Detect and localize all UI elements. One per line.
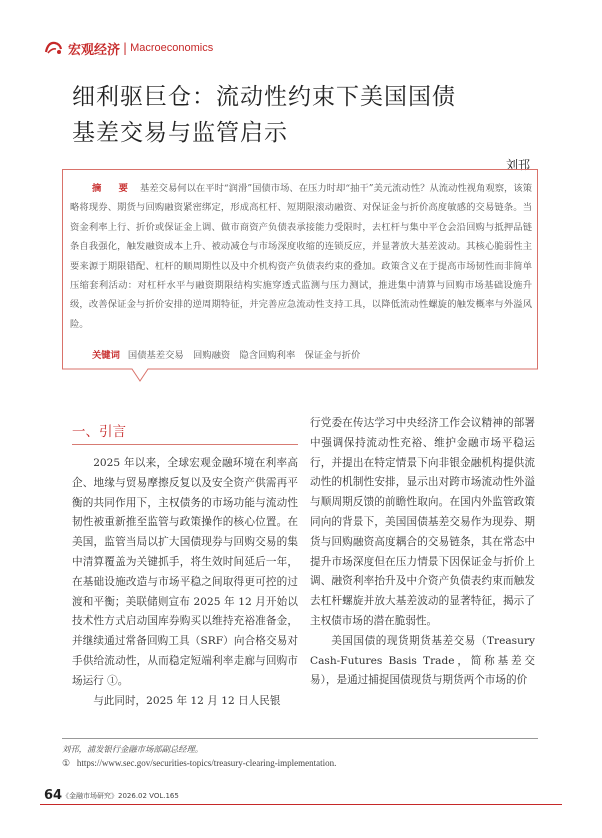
keywords-list: 国债基差交易 回购融资 隐含回购利率 保证金与折价 [127,350,361,361]
section-name-en: Macroeconomics [130,42,214,54]
section-heading: 一、引言 [72,424,126,440]
journal-info: 《金融市场研究》2026.02 VOL.165 [62,792,179,800]
section-header [44,38,213,58]
abstract-label: 摘 要 [92,183,132,194]
article-title [72,79,532,151]
title-line-2: 基差交易与监管启示 [72,120,288,146]
abstract-box [62,169,538,369]
abstract-text [70,179,532,334]
heading-rule [72,444,298,445]
footer-rule [40,804,562,805]
reference-footnote [62,757,538,770]
footnote-rule [62,738,538,739]
paragraph-2: 与此同时，2025 年 12 月 12 日人民银 [93,694,281,707]
keywords-label: 关键词 [92,350,120,361]
left-column [72,420,298,711]
title-line-1: 细利驱巨仓：流动性约束下美国国债 [72,84,456,110]
author-footnote: 刘邗，浦发银行金融市场部副总经理。 [62,744,204,754]
section-separator: | [123,41,128,55]
page-number: 64 [44,788,63,803]
paragraph-1: 2025 年以来，全球宏观金融环境在利率高企、地缘与贸易摩擦反复以及安全资产供需再平衡的共同作用下，主权债务的市场功能与流动性韧性被重新推至监管与政策操作的核心位置。在美国，监管当局以扩大国债现券与回购交易的集中清算覆盖为关键抓手，将生效时间延后一年，在基础设施改造与市场平稳之间取得更可控的过渡和平衡；美联储则宣布 2025 年 12 月开始以技术性方式启动国库券购买以维持充裕准备金，并继续通过常备回购工具（SRF）向合格交易对手供给流动性，从而稳定短端利率走廊与回购市场运行 ①。 [72,457,298,687]
section-name-cn: 宏观经济 [68,42,121,58]
abstract-body: 基差交易何以在平时“润滑”国债市场、在压力时却“抽干”美元流动性？从流动性视角观察，该策略将现券、期货与回购融资紧密绑定，形成高杠杆、短期限滚动融资、对保证金与折价高度敏感的交易链条。当资金利率上行、折价或保证金上调、做市商资产负债表承接能力受限时，去杠杆与集中平仓会沿回购与抵押品链条自我强化，触发融资成本上升、被动减仓与市场深度收缩的连锁反应，并显著放大基差波动。其核心脆弱性主要来源于期限错配、杠杆的顺周期性以及中介机构资产负债表约束的叠加。政策含义在于提高市场韧性而非简单压缩套利活动：对杠杆水平与融资期限结构实施穿透式监测与压力测试，推进集中清算与回购市场基础设施升级，改善保证金与折价安排的逆周期特征，并完善应急流动性支持工具，以降低流动性螺旋的触发概率与外溢风险。 [70,183,532,330]
reference-marker: ① [62,758,71,768]
keywords-row [92,347,360,361]
paragraph-3: 行党委在传达学习中央经济工作会议精神的部署中强调保持流动性充裕、维护金融市场平稳运行，并提出在特定情景下向非银金融机构提供流动性的机制性安排，显示出对跨市场流动性外溢与顺周期反馈的前瞻性取向。在国内外监管政策同向的背景下，美国国债基差交易作为现券、期货与回购融资高度耦合的交易链条，其在常态中提升市场深度但在压力情景下因保证金与折价上调、融资利率抬升及中介资产负债表约束而触发去杠杆螺旋并放大基差波动的显著特征，揭示了主权债市场的潜在脆弱性。 [310,417,535,627]
right-column [310,414,535,691]
paragraph-4: 美国国债的现货期货基差交易（Treasury Cash-Futures Basis Trade，简称基差交易），是通过捕捉国债现货与期货两个市场的价 [310,634,535,687]
reference-link[interactable]: https://www.sec.gov/securities-topics/treasury-clearing-implementation. [76,758,337,768]
brand-logo-icon [44,39,64,57]
author-name: 刘邗 [505,158,530,172]
